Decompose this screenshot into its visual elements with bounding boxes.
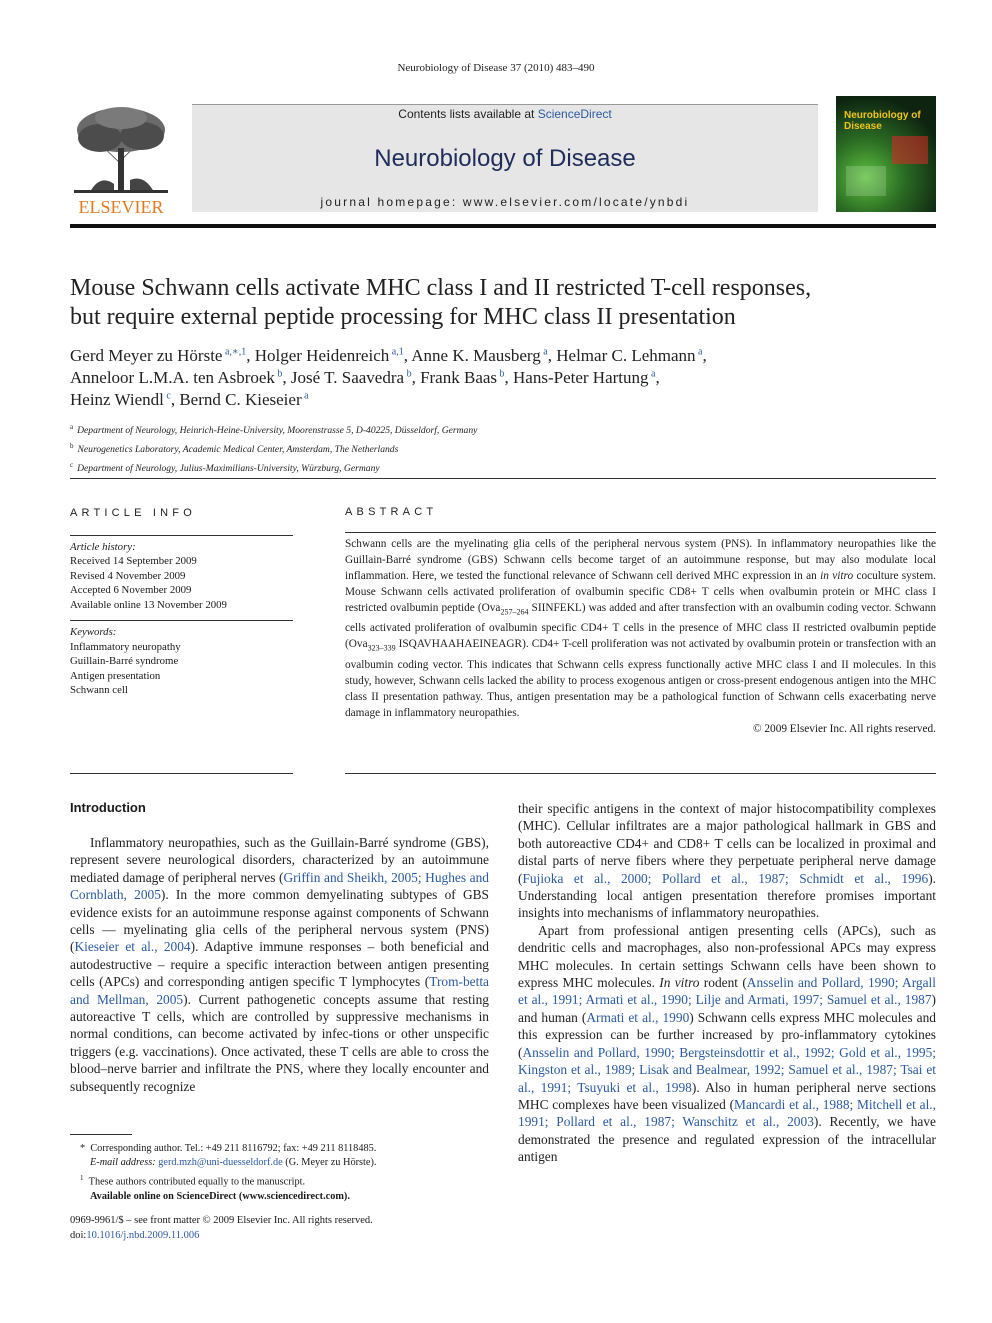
author-name: Helmar C. Lehmann xyxy=(556,346,696,365)
author-affiliation-mark[interactable]: a,1 xyxy=(389,346,404,358)
citation-link[interactable]: Kieseier et al., 2004 xyxy=(74,939,191,955)
abstract-subscript: 323–339 xyxy=(367,643,396,653)
email-link[interactable]: gerd.mzh@uni-duesseldorf.de xyxy=(158,1157,283,1169)
body-column-right xyxy=(518,800,936,1166)
abstract-segment: coculture system. Mouse Schwann cells activated proliferation of ovalbumin specific CD8+ T cells when ovalbumin protein or MHC class I restricted ovalbumin peptide (Ova xyxy=(345,570,936,614)
author-name: Bernd C. Kieseier xyxy=(179,390,302,409)
body-italic: In vitro xyxy=(659,975,700,991)
body-text: ). Also in human peripheral nerve sections MHC complexes have been visualized ( xyxy=(518,1079,936,1112)
abstract-italic: in vitro xyxy=(820,570,854,582)
history-item: Revised 4 November 2009 xyxy=(70,569,186,582)
divider xyxy=(70,620,293,621)
footnote-text: These authors contributed equally to the manuscript. xyxy=(88,1176,306,1188)
footnote-mark: * xyxy=(80,1143,86,1154)
author-name: Heinz Wiendl xyxy=(70,390,164,409)
author-name: Gerd Meyer zu Hörste xyxy=(70,346,223,365)
author-affiliation-mark[interactable]: a xyxy=(301,390,309,402)
author-name: Hans-Peter Hartung xyxy=(513,368,649,387)
author-name: Anne K. Mausberg xyxy=(411,346,541,365)
affiliation-mark: a xyxy=(70,423,74,431)
author-separator: , xyxy=(411,368,421,387)
divider xyxy=(345,532,936,533)
body-text: Inflammatory neuropathies, such as the Guillain-Barré syndrome (GBS), represent severe neurological disorders, characterized by an autoimmune mediated damage of peripheral nerves ( xyxy=(70,835,489,885)
sciencedirect-link[interactable]: ScienceDirect xyxy=(537,107,612,121)
contents-prefix: Contents lists available at xyxy=(398,107,538,121)
body-text: rodent ( xyxy=(699,975,747,991)
header-rule xyxy=(70,224,936,228)
footnote-equal xyxy=(70,1171,489,1190)
copyright: © 2009 Elsevier Inc. All rights reserved. xyxy=(752,722,936,735)
abstract xyxy=(345,506,936,735)
issn-doi xyxy=(70,1214,489,1243)
author-name: Holger Heidenreich xyxy=(254,346,390,365)
keyword-item: Guillain-Barré syndrome xyxy=(70,655,179,667)
title-line: but require external peptide processing for MHC class II presentation xyxy=(70,304,736,330)
author-separator: , xyxy=(655,368,660,387)
history-label: Article history: xyxy=(70,540,136,553)
history-list xyxy=(70,554,293,612)
author-affiliation-mark[interactable]: b xyxy=(497,368,505,380)
author-separator: , xyxy=(504,368,514,387)
footnote-rule xyxy=(70,1134,132,1135)
author-separator: , xyxy=(547,346,557,365)
elsevier-tree-icon xyxy=(70,104,172,216)
journal-name: Neurobiology of Disease xyxy=(374,145,636,172)
affiliation-mark: c xyxy=(70,460,74,469)
doi-line xyxy=(70,1229,489,1244)
authors-line xyxy=(70,389,936,411)
keywords-list xyxy=(70,640,293,698)
author-affiliation-mark[interactable]: a,∗,1 xyxy=(222,346,247,358)
body-text: Apart from professional antigen presenting cells (APCs), such as dendritic cells and macrophages, also non-professional APCs may express MHC molecules. In certain settings Schwann cells have been shown to express MHC molecules. xyxy=(518,922,936,991)
citation-link[interactable]: Ansselin and Pollard, 1990; Bergsteinsdottir et al., 1992; Gold et al., 1995; Kingston et al., 1989; Lisak and Bealmear, 1992; Samuel et al., 1987; Tsai et al., 1991; Tsuyuki et al., 1998 xyxy=(518,1044,936,1095)
cover-decoration xyxy=(846,166,886,196)
author-separator: , xyxy=(702,346,707,365)
body-text: ) Schwann cells express MHC molecules and this expression can be further increased by pro-inflammatory cytokines ( xyxy=(518,1009,937,1060)
elsevier-wordmark: ELSEVIER xyxy=(78,197,164,216)
affiliation xyxy=(70,458,936,477)
body-text: their specific antigens in the context of major histocompatibility complexes (MHC). Cellular infiltrates are a major pathological hallmark in GBS and both autoreactive CD4+ and CD8+ T cells can be localized in proximal and distal parts of nerve fibers where they perpetuate peripheral nerve damage ( xyxy=(518,801,936,886)
citation-link[interactable]: Griffin and Sheikh, 2005; Hughes and Cornblath, 2005 xyxy=(70,869,489,903)
journal-homepage[interactable]: journal homepage: www.elsevier.com/locate/ynbdi xyxy=(320,195,690,209)
author-affiliation-mark[interactable]: a xyxy=(648,368,656,380)
affiliations xyxy=(70,420,936,476)
abstract-segment: SIINFEKL) was added and after transfection with an ovalbumin coding vector. Schwann cells activated proliferation of ovalbumin specific CD4+ T cells in the presence of MHC class II restricted ovalbumin peptide (Ova xyxy=(345,602,936,651)
article-title xyxy=(70,274,936,332)
author-separator: , xyxy=(170,390,180,409)
affiliation xyxy=(70,420,936,439)
author-affiliation-mark[interactable]: b xyxy=(274,368,283,380)
title-line: Mouse Schwann cells activate MHC class I and II restricted T-cell responses, xyxy=(70,275,812,301)
divider xyxy=(70,773,293,774)
journal-cover-image xyxy=(836,96,936,212)
author-separator: , xyxy=(403,346,412,365)
body-text: ). Adaptive immune responses – both beneficial and autodestructive – require a specific interaction between antigen presenting cells (APCs) and corresponding antigen specific T lymphocytes ( xyxy=(70,939,489,990)
history-item: Available online 13 November 2009 xyxy=(70,598,227,611)
footnote-email xyxy=(70,1156,489,1170)
abstract-segment: Schwann cells are the myelinating glia cells of the peripheral nervous system (PNS). In inflammatory neuropathies like the Guillain-Barré syndrome (GBS) Schwann cells become target of an autoimmune response, but may also modulate local inflammation. Here, we tested the functional relevance of Schwann cell derived MHC expression in an xyxy=(345,538,936,582)
author-affiliation-mark[interactable]: a xyxy=(695,346,703,358)
cover-decoration xyxy=(892,136,928,164)
publisher-logo xyxy=(70,104,172,216)
footnote-text: Corresponding author. Tel.: +49 211 8116792; fax: +49 211 8118485. xyxy=(90,1143,377,1154)
body-column-left xyxy=(70,834,489,1095)
body-text: ). Current pathogenetic concepts assume that resting autoreactive T cells, which are controlled by suppressive mechanisms in normal conditions, can become activated by infec-tions or other unspecific triggers (e.g. vaccinations). Once activated, these T cells are able to cross the blood–nerve barrier and infiltrate the PNS, where they locally encounter and subsequently recognize xyxy=(70,991,489,1094)
author-separator: , xyxy=(246,346,255,365)
affiliation-mark: b xyxy=(70,441,74,450)
footnote-text: (G. Meyer zu Hörste). xyxy=(282,1157,377,1169)
footnote-corresponding xyxy=(70,1142,489,1156)
keyword-item: Schwann cell xyxy=(70,684,128,696)
author-separator: , xyxy=(282,368,291,387)
citation-link[interactable]: Ansselin and Pollard, 1990; Argall et al., 1991; Armati et al., 1990; Lilje and Armati, 1997; Samuel et al., 1987 xyxy=(518,975,936,1008)
affiliation xyxy=(70,439,936,458)
doi-label: doi: xyxy=(70,1229,87,1241)
author-affiliation-mark[interactable]: a xyxy=(540,346,548,358)
divider xyxy=(345,773,936,774)
history-item: Accepted 6 November 2009 xyxy=(70,584,192,596)
paragraph xyxy=(518,922,936,1166)
article-info xyxy=(70,506,293,698)
divider xyxy=(70,478,936,479)
abstract-heading: ABSTRACT xyxy=(345,506,438,518)
article-info-heading: ARTICLE INFO xyxy=(70,507,196,519)
body-text: ). In the more common demyelinating subtypes of GBS evidence exists for an autoimmune response against components of Schwann cells — myelinating glia cells of the peripheral nervous system (PNS) ( xyxy=(70,887,489,955)
history-item: Received 14 September 2009 xyxy=(70,555,197,567)
keyword-item: Inflammatory neuropathy xyxy=(70,640,181,653)
footnotes xyxy=(70,1142,489,1204)
section-heading: Introduction xyxy=(70,800,146,815)
doi-link[interactable]: 10.1016/j.nbd.2009.11.006 xyxy=(86,1229,200,1241)
footnote-online: Available online on ScienceDirect (www.sciencedirect.com). xyxy=(90,1190,350,1202)
affiliation-text: Department of Neurology, Heinrich-Heine-University, Moorenstrasse 5, D-40225, Düsseldorf, Germany xyxy=(77,425,478,437)
citation-link[interactable]: Trom-betta and Mellman, 2005 xyxy=(70,974,489,1007)
keywords-label: Keywords: xyxy=(70,626,117,638)
abstract-subscript: 257–264 xyxy=(500,607,529,617)
body-text: ). Recently, we have demonstrated the presence and regulated expression of the intracellular antigen xyxy=(518,1114,936,1165)
running-header: Neurobiology of Disease 37 (2010) 483–490 xyxy=(397,62,595,74)
author-affiliation-mark[interactable]: b xyxy=(404,368,412,380)
authors-line xyxy=(70,367,936,389)
issn-line: 0969-9961/$ – see front matter © 2009 Elsevier Inc. All rights reserved. xyxy=(70,1215,373,1226)
body-text: ) and human ( xyxy=(518,992,936,1025)
contents-line xyxy=(192,107,818,121)
author-list xyxy=(70,345,936,411)
affiliation-text: Department of Neurology, Julius-Maximilians-University, Würzburg, Germany xyxy=(77,462,380,474)
author-name: José T. Saavedra xyxy=(290,368,405,387)
cover-title: Neurobiology of Disease xyxy=(844,110,921,132)
paragraph xyxy=(518,800,936,922)
abstract-segment: ISQAVHAAHAEINEAGR). CD4+ T-cell proliferation was not activated by ovalbumin protein or transfection with an ovalbumin coding vector. This indicates that Schwann cells express functionally active MHC class I and II molecules. In this study, however, Schwann cells lacked the ability to process exogenous antigen or cross-present endogenous antigen into the MHC class II presentation pathway. Thus, antigen presentation may be a pathological function of Schwann cells exacerbating nerve damage in inflammatory neuropathies. xyxy=(345,638,936,719)
keyword-item: Antigen presentation xyxy=(70,669,161,682)
abstract-text xyxy=(345,536,936,721)
author-name: Anneloor L.M.A. ten Asbroek xyxy=(70,368,275,387)
divider xyxy=(70,535,293,536)
citation-link[interactable]: Mancardi et al., 1988; Mitchell et al., 1991; Pollard et al., 1987; Wanschitz et al., 2003 xyxy=(518,1096,937,1130)
email-label: E-mail address: xyxy=(90,1157,159,1169)
citation-link[interactable]: Fujioka et al., 2000; Pollard et al., 1987; Schmidt et al., 1996 xyxy=(522,870,929,886)
affiliation-text: Neurogenetics Laboratory, Academic Medical Center, Amsterdam, The Netherlands xyxy=(77,443,399,455)
journal-banner xyxy=(192,104,818,212)
author-name: Frank Baas xyxy=(420,368,498,387)
footnote-mark: 1 xyxy=(80,1173,84,1182)
author-affiliation-mark[interactable]: c xyxy=(163,390,171,402)
body-text: ). Understanding local antigen presentation therefore promises important insights into mechanisms of inflammatory neuropathies. xyxy=(518,870,936,921)
authors-line xyxy=(70,345,936,367)
citation-link[interactable]: Armati et al., 1990 xyxy=(586,1009,690,1025)
